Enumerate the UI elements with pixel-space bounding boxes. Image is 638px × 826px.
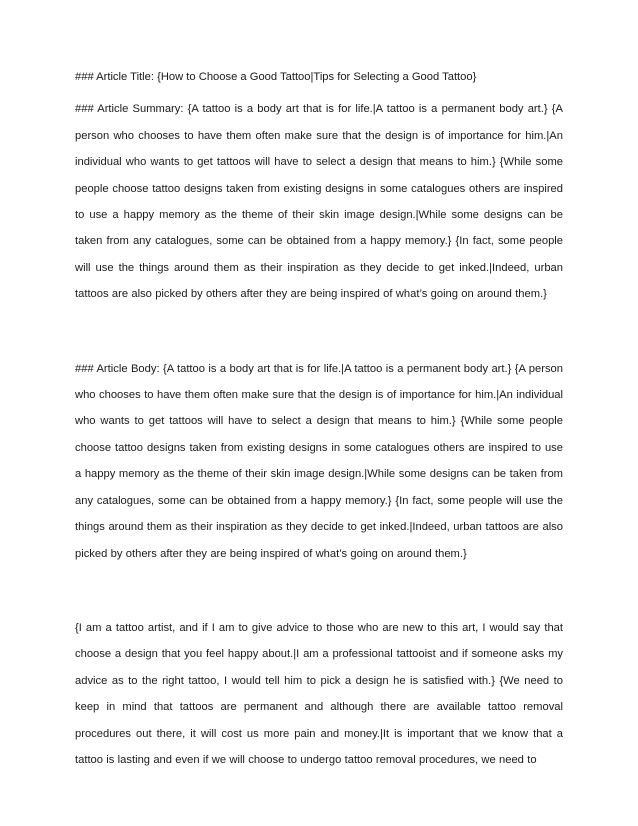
- article-title: ### Article Title: {How to Choose a Good Tattoo|Tips for Selecting a Good Tattoo}: [75, 71, 477, 83]
- paragraph-gap: [75, 567, 563, 615]
- article-body: ### Article Body: {A tattoo is a body art that is for life.|A tattoo is a permanent body art.} {A person who chooses to have them often make sure that the design is of importance for him.|An individual who wants to get tattoos will have to select a design that means to him.} {While some people choose tattoo designs taken from existing designs in some catalogues others are inspired to use a happy memory as the theme of their skin image design.|While some designs can be taken from any catalogues, some can be obtained from a happy memory.} {In fact, some people will use the things around them as their inspiration as they decide to get inked.|Indeed, urban tattoos are also picked by others after they are being inspired of what’s going on around them.}: [75, 362, 563, 560]
- article-summary: ### Article Summary: {A tattoo is a body art that is for life.|A tattoo is a permanent body art.} {A person who chooses to have them often make sure that the design is of importance for him.|An individual who wants to get tattoos will have to select a design that means to him.} {While some people choose tattoo designs taken from existing designs in some catalogues others are inspired to use a happy memory as the theme of their skin image design.|While some designs can be taken from any catalogues, some can be obtained from a happy memory.} {In fact, some people will use the things around them as their inspiration as they decide to get inked.|Indeed, urban tattoos are also picked by others after they are being inspired of what’s going on around them.}: [75, 103, 563, 301]
- paragraph-gap: [75, 308, 563, 356]
- article-advice-paragraph: {I am a tattoo artist, and if I am to give advice to those who are new to this art, I would say that choose a design that you feel happy about.|I am a professional tattooist and if someone asks my advice as to the right tattoo, I would tell him to pick a design he is satisfied with.} {We need to keep in mind that tattoos are permanent and although there are available tattoo removal procedures out there, it will cost us more pain and money.|It is important that we know that a tattoo is lasting and even if we will choose to undergo tattoo removal procedures, we need to: [75, 621, 563, 766]
- document-content: [75, 64, 563, 773]
